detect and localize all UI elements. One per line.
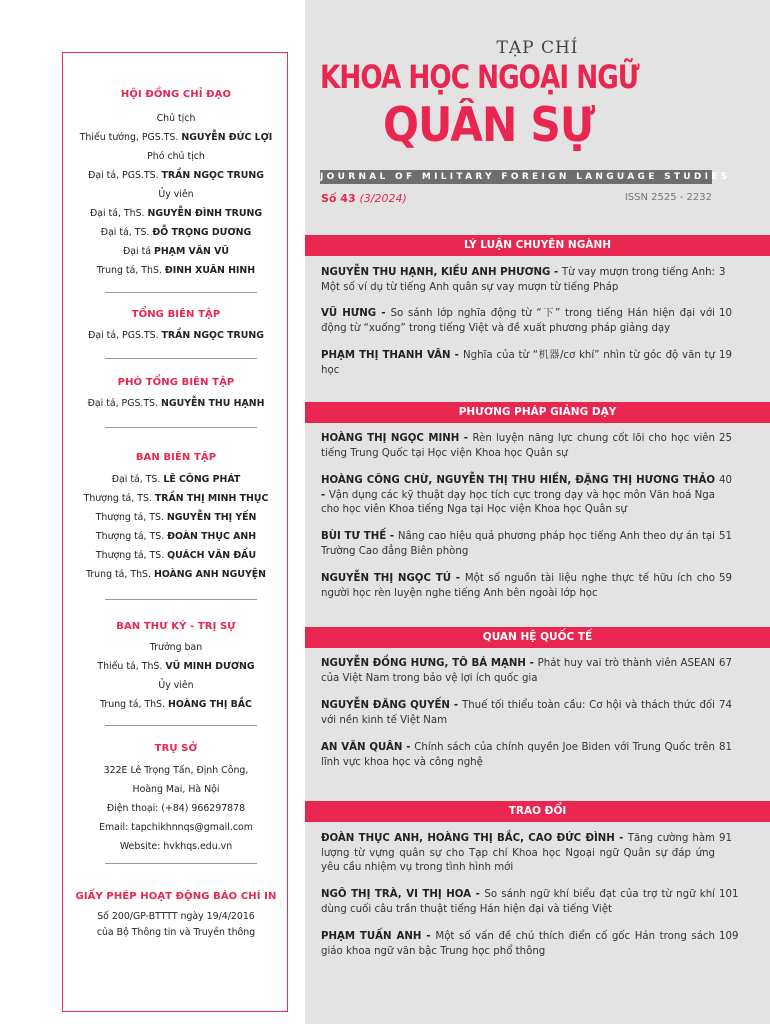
toc-entry[interactable]: AN VĂN QUÂN - Chính sách của chính quyền Joe Biden với Trung Quốc trên lĩnh vực khoa học và công nghệ bbox=[321, 742, 715, 768]
secretariat-members-label: Ủy viên bbox=[158, 680, 194, 691]
section-bar-international: QUAN HỆ QUỐC TẾ bbox=[305, 627, 770, 648]
journal-english-name: JOURNAL OF MILITARY FOREIGN LANGUAGE STUDIES bbox=[320, 172, 731, 182]
secretariat-member: Trung tá, ThS. HOÀNG THỊ BẮC bbox=[100, 699, 252, 710]
issue-number: Số 43 (3/2024) bbox=[321, 192, 407, 205]
member: Đại tá, ThS. NGUYỄN ĐÌNH TRUNG bbox=[89, 208, 263, 219]
editorial-board bbox=[63, 450, 289, 584]
toc-entry[interactable]: HOÀNG THỊ NGỌC MINH - Rèn luyện năng lực chung cốt lõi cho học viên tiếng Trung Quốc tại Học viện Khoa học Quân sự bbox=[321, 433, 716, 459]
address-line: 322E Lê Trọng Tấn, Định Công, bbox=[103, 765, 249, 776]
deputy-editor bbox=[63, 375, 289, 413]
editor-in-chief-name: Đại tá, PGS.TS. TRẦN NGỌC TRUNG bbox=[88, 330, 264, 341]
headquarters-heading: TRỤ SỞ bbox=[154, 743, 198, 754]
divider bbox=[105, 358, 257, 359]
board-member: Thượng tá, TS. QUÁCH VĂN ĐẤU bbox=[95, 550, 257, 561]
toc-entry[interactable]: VŨ HƯNG - So sánh lớp nghĩa động từ “下” trong tiếng Hán hiện đại với động từ “xuống” trong tiếng Việt và đề xuất phương pháp giảng dạy bbox=[321, 308, 715, 334]
secretariat bbox=[63, 619, 289, 714]
toc-entry[interactable]: PHẠM TUẤN ANH - Một số vấn đề chú thích điển cố gốc Hán trong sách giáo khoa ngữ văn bậc Trung học phổ thông bbox=[321, 931, 715, 957]
page-number: 81 bbox=[719, 742, 732, 753]
toc-entry[interactable]: NGUYỄN ĐĂNG QUYẾN - Thuế tối thiểu toàn cầu: Cơ hội và thách thức đối với nền kinh tế Việt Nam bbox=[321, 700, 715, 726]
phone: Điện thoại: (+84) 966297878 bbox=[106, 803, 246, 814]
email: Email: tapchikhnnqs@gmail.com bbox=[99, 822, 253, 833]
toc-entry[interactable]: PHẠM THỊ THANH VÂN - Nghĩa của từ “机器/cơ khí” nhìn từ góc độ văn tự học bbox=[321, 350, 716, 376]
board-member: Đại tá, TS. LÊ CÔNG PHÁT bbox=[111, 474, 241, 485]
editor-in-chief bbox=[63, 307, 289, 345]
page-number: 25 bbox=[719, 433, 732, 444]
editorial-board-heading: BAN BIÊN TẬP bbox=[135, 452, 217, 463]
toc-entry[interactable]: NGUYỄN ĐỒNG HƯNG, TÔ BÁ MẠNH - Phát huy vai trò thành viên ASEAN của Việt Nam trong bảo vệ lợi ích quốc gia bbox=[321, 658, 715, 684]
steering-council-heading: HỘI ĐỒNG CHỈ ĐẠO bbox=[120, 89, 232, 100]
section-bar-teaching: PHƯƠNG PHÁP GIẢNG DẠY bbox=[305, 402, 770, 423]
member: Trung tá, ThS. ĐINH XUÂN HINH bbox=[96, 265, 256, 276]
page-number: 101 bbox=[719, 889, 739, 900]
toc-entry[interactable]: NGUYỄN THU HẠNH, KIỀU ANH PHƯƠNG - Từ vay mượn trong tiếng Anh: Một số ví dụ từ tiếng Anh quân sự vay mượn từ tiếng Pháp bbox=[321, 267, 715, 293]
page-number: 10 bbox=[719, 308, 732, 319]
page-number: 40 bbox=[719, 475, 732, 486]
toc-entry[interactable]: NGÔ THỊ TRÀ, VI THỊ HOA - So sánh ngữ khí biểu đạt của trợ từ ngữ khí dùng cuối câu trần thuật tiếng Hán hiện đại và tiếng Việt bbox=[321, 889, 715, 915]
member: Đại tá, TS. ĐỖ TRỌNG DƯƠNG bbox=[100, 227, 252, 238]
divider bbox=[105, 427, 257, 428]
page-number: 59 bbox=[719, 573, 732, 584]
page-number: 109 bbox=[719, 931, 739, 942]
chairman: Thiếu tướng, PGS.TS. NGUYỄN ĐỨC LỢI bbox=[79, 132, 273, 143]
head-label: Trưởng ban bbox=[149, 642, 203, 653]
board-member: Thượng tá, TS. NGUYỄN THỊ YẾN bbox=[95, 512, 257, 523]
vice-chairman-label: Phó chủ tịch bbox=[147, 151, 205, 162]
page-number: 74 bbox=[719, 700, 732, 711]
journal-title-line2: QUÂN SỰ bbox=[383, 98, 595, 153]
license-heading: GIẤY PHÉP HOẠT ĐỘNG BÁO CHÍ IN bbox=[75, 891, 277, 902]
website: Website: hvkhqs.edu.vn bbox=[119, 841, 233, 852]
toc-entry[interactable]: ĐOÀN THỤC ANH, HOÀNG THỊ BẮC, CAO ĐỨC ĐÌNH - Tăng cường hàm lượng từ vựng quân sự cho Tạp chí Khoa học Ngoại ngữ Quân sự đáp ứng yêu cầu nhiệm vụ trong tình hình mới bbox=[321, 833, 715, 873]
address-line: Hoàng Mai, Hà Nội bbox=[132, 784, 220, 795]
license bbox=[63, 889, 289, 940]
head-name: Thiếu tá, ThS. VŨ MINH DƯƠNG bbox=[97, 661, 255, 672]
board-member: Thượng tá, TS. ĐOÀN THỤC ANH bbox=[95, 531, 257, 542]
license-line: của Bộ Thông tin và Truyền thông bbox=[96, 927, 256, 938]
tap-chi-label: TẠP CHÍ bbox=[496, 38, 579, 58]
editorial-box bbox=[62, 52, 288, 1012]
section-bar-exchange: TRAO ĐỔI bbox=[305, 801, 770, 822]
members-label: Ủy viên bbox=[158, 189, 194, 200]
license-line: Số 200/GP-BTTTT ngày 19/4/2016 bbox=[97, 911, 255, 922]
secretariat-heading: BAN THƯ KÝ - TRỊ SỰ bbox=[116, 621, 236, 632]
issn: ISSN 2525 - 2232 bbox=[624, 192, 712, 203]
toc-entry[interactable]: BÙI TƯ THẾ - Nâng cao hiệu quả phương pháp học tiếng Anh theo dự án tại Trường Cao đẳng Biên phòng bbox=[321, 531, 716, 557]
divider bbox=[105, 863, 257, 864]
board-member: Thượng tá, TS. TRẦN THỊ MINH THỤC bbox=[83, 493, 269, 504]
toc-entry[interactable]: HOÀNG CÔNG CHỪ, NGUYỄN THỊ THU HIỀN, ĐẶNG THỊ HƯƠNG THẢO - Vận dụng các kỹ thuật dạy học tích cực trong dạy và học môn Văn hoá Nga cho học viên Khoa tiếng Nga tại Học viện Khoa học Quân sự bbox=[321, 475, 715, 515]
divider bbox=[105, 292, 257, 293]
page-number: 91 bbox=[719, 833, 732, 844]
journal-title-line1: KHOA HỌC NGOẠI NGỮ bbox=[320, 58, 639, 96]
board-member: Trung tá, ThS. HOÀNG ANH NGUYỆN bbox=[85, 569, 266, 580]
toc-entry[interactable]: NGUYỄN THỊ NGỌC TÚ - Một số nguồn tài liệu nghe thực tế hữu ích cho người học rèn luyện nghe tiếng Anh bên ngoài lớp học bbox=[321, 573, 715, 599]
divider bbox=[105, 725, 257, 726]
page-number: 51 bbox=[719, 531, 732, 542]
steering-council bbox=[63, 87, 289, 280]
deputy-editor-heading: PHÓ TỔNG BIÊN TẬP bbox=[117, 377, 235, 388]
chairman-label: Chủ tịch bbox=[156, 113, 196, 124]
editorial-panel bbox=[0, 0, 305, 1024]
deputy-editor-name: Đại tá, PGS.TS. NGUYỄN THU HẠNH bbox=[87, 398, 265, 409]
headquarters bbox=[63, 741, 289, 856]
divider bbox=[105, 599, 257, 600]
vice-chairman: Đại tá, PGS.TS. TRẦN NGỌC TRUNG bbox=[88, 170, 264, 181]
page-number: 19 bbox=[719, 350, 732, 361]
page-number: 3 bbox=[719, 267, 726, 278]
section-bar-theory: LÝ LUẬN CHUYÊN NGÀNH bbox=[305, 235, 770, 256]
page-number: 67 bbox=[719, 658, 732, 669]
editor-in-chief-heading: TỔNG BIÊN TẬP bbox=[131, 309, 221, 320]
member: Đại tá PHẠM VĂN VŨ bbox=[122, 246, 230, 257]
